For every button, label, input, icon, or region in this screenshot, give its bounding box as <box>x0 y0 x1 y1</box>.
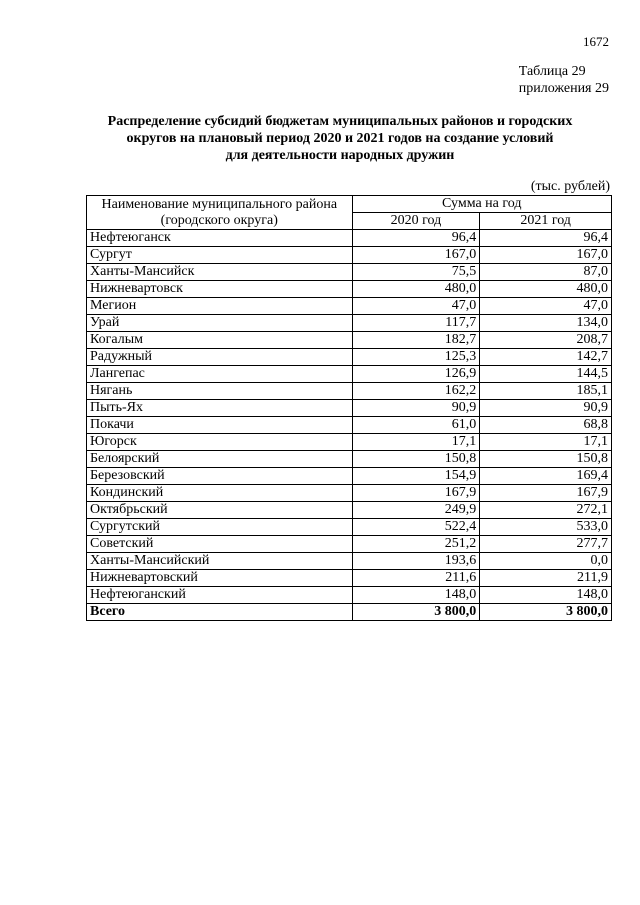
cell-2020: 96,4 <box>352 230 480 247</box>
cell-2020: 117,7 <box>352 315 480 332</box>
document-title <box>80 113 600 164</box>
cell-2021: 211,9 <box>480 570 612 587</box>
cell-name: Покачи <box>87 417 353 434</box>
cell-name: Сургут <box>87 247 353 264</box>
cell-2020: 148,0 <box>352 587 480 604</box>
cell-2020: 167,0 <box>352 247 480 264</box>
cell-2020: 522,4 <box>352 519 480 536</box>
cell-name: Нижневартовский <box>87 570 353 587</box>
cell-2020: 125,3 <box>352 349 480 366</box>
cell-2020: 90,9 <box>352 400 480 417</box>
cell-name: Пыть-Ях <box>87 400 353 417</box>
cell-name: Югорск <box>87 434 353 451</box>
cell-2020: 154,9 <box>352 468 480 485</box>
cell-2021: 144,5 <box>480 366 612 383</box>
table-row <box>87 264 612 281</box>
table-row <box>87 247 612 264</box>
table-caption <box>519 63 609 97</box>
cell-2021: 167,9 <box>480 485 612 502</box>
header-name-line2: (городского округа) <box>160 212 278 228</box>
table-row <box>87 519 612 536</box>
header-name <box>87 196 353 230</box>
cell-2020: 249,9 <box>352 502 480 519</box>
units-label: (тыс. рублей) <box>530 179 610 194</box>
cell-name: Урай <box>87 315 353 332</box>
cell-2021: 134,0 <box>480 315 612 332</box>
table-row <box>87 383 612 400</box>
cell-2020: 47,0 <box>352 298 480 315</box>
header-year-2020: 2020 год <box>352 213 480 230</box>
cell-name: Октябрьский <box>87 502 353 519</box>
title-line2: округов на плановый период 2020 и 2021 годов на создание условий <box>126 131 554 146</box>
cell-2021: 148,0 <box>480 587 612 604</box>
cell-name: Лангепас <box>87 366 353 383</box>
cell-name: Ханты-Мансийск <box>87 264 353 281</box>
table-row <box>87 349 612 366</box>
cell-2020: 126,9 <box>352 366 480 383</box>
cell-2020: 162,2 <box>352 383 480 400</box>
cell-name: Нефтеюганский <box>87 587 353 604</box>
table-row <box>87 434 612 451</box>
cell-2021: 142,7 <box>480 349 612 366</box>
table-row <box>87 230 612 247</box>
table-row <box>87 468 612 485</box>
cell-2020: 167,9 <box>352 485 480 502</box>
cell-2021: 208,7 <box>480 332 612 349</box>
cell-2021: 47,0 <box>480 298 612 315</box>
cell-2020: 75,5 <box>352 264 480 281</box>
cell-2020: 480,0 <box>352 281 480 298</box>
cell-name: Кондинский <box>87 485 353 502</box>
cell-2021: 169,4 <box>480 468 612 485</box>
cell-name: Ханты-Мансийский <box>87 553 353 570</box>
cell-name: Нефтеюганск <box>87 230 353 247</box>
table-row <box>87 536 612 553</box>
table-row <box>87 417 612 434</box>
table-row <box>87 400 612 417</box>
cell-name: Нижневартовск <box>87 281 353 298</box>
table-body <box>87 230 612 621</box>
cell-name: Советский <box>87 536 353 553</box>
table-row <box>87 298 612 315</box>
table-row <box>87 315 612 332</box>
cell-2021: 185,1 <box>480 383 612 400</box>
cell-name: Нягань <box>87 383 353 400</box>
total-2021: 3 800,0 <box>480 604 612 621</box>
cell-2021: 277,7 <box>480 536 612 553</box>
title-line3: для деятельности народных дружин <box>225 148 455 163</box>
cell-name: Березовский <box>87 468 353 485</box>
total-row <box>87 604 612 621</box>
cell-2020: 211,6 <box>352 570 480 587</box>
cell-2020: 193,6 <box>352 553 480 570</box>
table-caption-line1: Таблица 29 <box>518 64 586 79</box>
cell-name: Когалым <box>87 332 353 349</box>
table-caption-line2: приложения 29 <box>518 81 609 96</box>
header-name-line1: Наименование муниципального района <box>101 196 338 212</box>
cell-2021: 17,1 <box>480 434 612 451</box>
cell-name: Радужный <box>87 349 353 366</box>
header-year-2021: 2021 год <box>480 213 612 230</box>
page-number: 1672 <box>583 34 609 49</box>
cell-2020: 150,8 <box>352 451 480 468</box>
subsidy-table <box>86 195 612 621</box>
header-sum: Сумма на год <box>352 196 611 213</box>
cell-2020: 251,2 <box>352 536 480 553</box>
table-row <box>87 587 612 604</box>
cell-2021: 150,8 <box>480 451 612 468</box>
table-row <box>87 366 612 383</box>
cell-name: Мегион <box>87 298 353 315</box>
table-row <box>87 332 612 349</box>
table-row <box>87 281 612 298</box>
cell-2020: 17,1 <box>352 434 480 451</box>
cell-2021: 96,4 <box>480 230 612 247</box>
cell-2020: 182,7 <box>352 332 480 349</box>
cell-2021: 68,8 <box>480 417 612 434</box>
cell-name: Белоярский <box>87 451 353 468</box>
table-row <box>87 570 612 587</box>
cell-2020: 61,0 <box>352 417 480 434</box>
total-2020: 3 800,0 <box>352 604 480 621</box>
cell-2021: 480,0 <box>480 281 612 298</box>
table-row <box>87 485 612 502</box>
cell-name: Сургутский <box>87 519 353 536</box>
total-label: Всего <box>87 604 353 621</box>
table-row <box>87 553 612 570</box>
cell-2021: 533,0 <box>480 519 612 536</box>
title-line1: Распределение субсидий бюджетам муниципальных районов и городских <box>107 114 573 129</box>
cell-2021: 87,0 <box>480 264 612 281</box>
table-row <box>87 451 612 468</box>
table-row <box>87 502 612 519</box>
cell-2021: 90,9 <box>480 400 612 417</box>
cell-2021: 167,0 <box>480 247 612 264</box>
cell-2021: 0,0 <box>480 553 612 570</box>
cell-2021: 272,1 <box>480 502 612 519</box>
